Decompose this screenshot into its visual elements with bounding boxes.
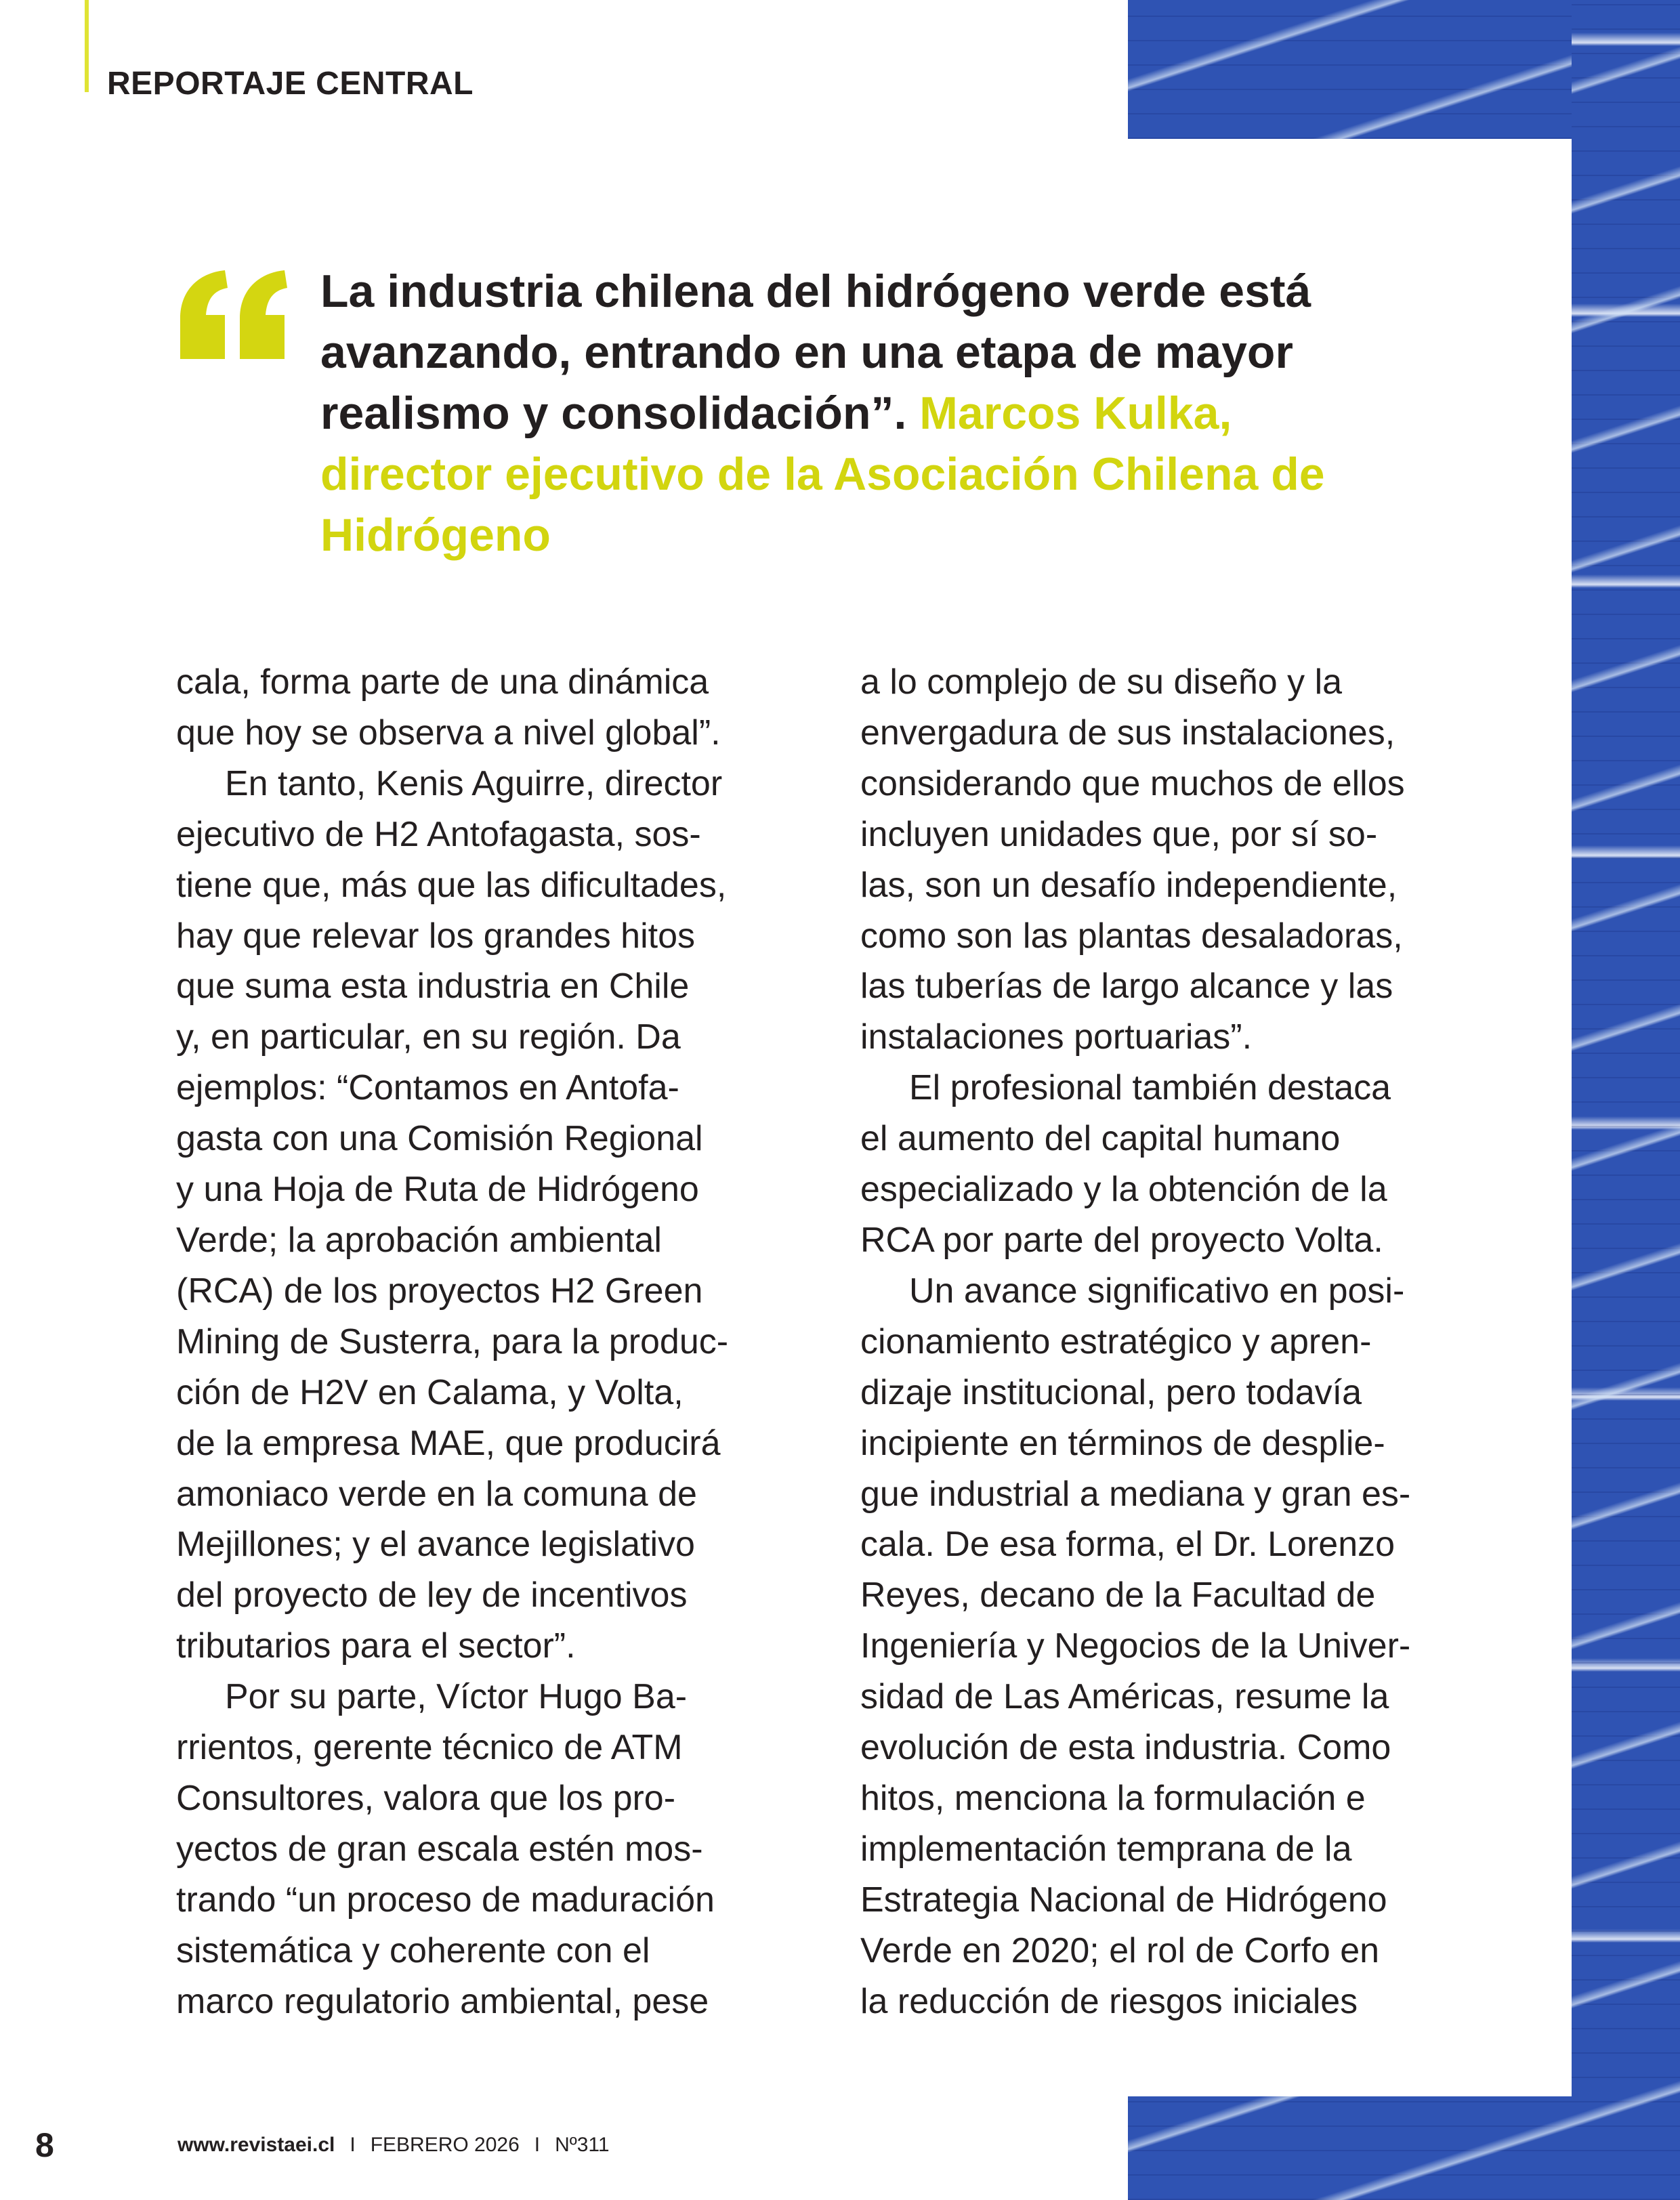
body-text-line: Ingeniería y Negocios de la Univer-: [860, 1626, 1411, 1666]
body-text-line: Mining de Susterra, para la produc-: [176, 1321, 729, 1361]
body-text-line: gasta con una Comisión Regional: [176, 1119, 703, 1159]
body-text-line: incipiente en términos de desplie-: [860, 1423, 1385, 1463]
pull-quote: [320, 261, 1513, 566]
body-text-line: las, son un desafío independiente,: [860, 865, 1398, 905]
body-text-line: a lo complejo de su diseño y la: [860, 662, 1343, 702]
page-number: 8: [35, 2126, 54, 2164]
body-text-line: Consultores, valora que los pro-: [176, 1778, 676, 1818]
body-text-line: evolución de esta industria. Como: [860, 1728, 1391, 1768]
body-text-line: En tanto, Kenis Aguirre, director: [225, 763, 723, 803]
body-text-line: ejecutivo de H2 Antofagasta, sos-: [176, 814, 701, 854]
body-text-line: trando “un proceso de maduración: [176, 1880, 715, 1920]
body-text-line: tributarios para el sector”.: [176, 1626, 576, 1666]
body-text-line: gue industrial a mediana y gran es-: [860, 1474, 1411, 1514]
solar-panel-photo-right: [1572, 0, 1680, 2200]
body-text-line: sistemática y coherente con el: [176, 1930, 650, 1970]
body-text-line: hay que relevar los grandes hitos: [176, 916, 696, 956]
body-text-line: implementación temprana de la: [860, 1829, 1352, 1869]
body-text-line: las tuberías de largo alcance y las: [860, 967, 1393, 1007]
body-text-line: sidad de Las Américas, resume la: [860, 1677, 1389, 1717]
body-text-line: tiene que, más que las dificultades,: [176, 865, 727, 905]
body-text-line: incluyen unidades que, por sí so-: [860, 814, 1378, 854]
body-text-line: hitos, menciona la formulación e: [860, 1778, 1366, 1818]
body-text-line: Verde; la aprobación ambiental: [176, 1220, 662, 1260]
section-accent-bar: [85, 0, 89, 92]
body-text-line: cala. De esa forma, el Dr. Lorenzo: [860, 1525, 1395, 1565]
quote-attribution: Marcos Kulka,: [919, 387, 1232, 439]
footer-url[interactable]: www.revistaei.cl: [177, 2134, 335, 2156]
body-text-line: (RCA) de los proyectos H2 Green: [176, 1271, 703, 1311]
body-text-line: Por su parte, Víctor Hugo Ba-: [225, 1677, 688, 1717]
body-text-line: marco regulatorio ambiental, pese: [176, 1981, 709, 2021]
solar-panel-photo-bottom: [1128, 2096, 1680, 2200]
quote-attribution: director ejecutivo de la Asociación Chilena de: [320, 448, 1325, 500]
quote-line: realismo y consolidación”.: [320, 387, 907, 439]
body-text-line: y una Hoja de Ruta de Hidrógeno: [176, 1170, 699, 1210]
body-text-line: cionamiento estratégico y apren-: [860, 1321, 1372, 1361]
body-text-line: ejemplos: “Contamos en Antofa-: [176, 1068, 679, 1108]
body-text-line: Estrategia Nacional de Hidrógeno: [860, 1880, 1387, 1920]
quote-attribution: Hidrógeno: [320, 509, 551, 561]
body-text-line: Reyes, decano de la Facultad de: [860, 1575, 1376, 1615]
footer-issue: Nº311: [555, 2134, 610, 2156]
body-text-line: que suma esta industria en Chile: [176, 967, 690, 1007]
body-text-line: especializado y la obtención de la: [860, 1170, 1387, 1210]
body-text-line: cala, forma parte de una dinámica: [176, 662, 709, 702]
body-text-line: Verde en 2020; el rol de Corfo en: [860, 1930, 1380, 1970]
body-column-left: [176, 657, 728, 2027]
body-text-line: RCA por parte del proyecto Volta.: [860, 1220, 1383, 1260]
body-text-line: del proyecto de ley de incentivos: [176, 1575, 688, 1615]
body-text-line: instalaciones portuarias”.: [860, 1017, 1253, 1057]
body-text-line: amoniaco verde en la comuna de: [176, 1474, 697, 1514]
footer: [177, 2134, 610, 2157]
footer-separator: I: [534, 2134, 541, 2156]
body-text-line: la reducción de riesgos iniciales: [860, 1981, 1358, 2021]
body-text-line: el aumento del capital humano: [860, 1119, 1341, 1159]
body-text-line: ción de H2V en Calama, y Volta,: [176, 1372, 684, 1412]
body-text-line: dizaje institucional, pero todavía: [860, 1372, 1362, 1412]
body-text-line: de la empresa MAE, que producirá: [176, 1423, 721, 1463]
body-text-line: El profesional también destaca: [909, 1068, 1391, 1108]
body-text-line: como son las plantas desaladoras,: [860, 916, 1403, 956]
body-text-line: rrientos, gerente técnico de ATM: [176, 1728, 683, 1768]
footer-separator: I: [350, 2134, 356, 2156]
footer-date: FEBRERO 2026: [370, 2134, 520, 2156]
section-title: REPORTAJE CENTRAL: [107, 66, 474, 102]
body-text-line: que hoy se observa a nivel global”.: [176, 713, 721, 753]
body-text-line: y, en particular, en su región. Da: [176, 1017, 681, 1057]
body-text-line: considerando que muchos de ellos: [860, 763, 1405, 803]
body-text-line: Mejillones; y el avance legislativo: [176, 1525, 695, 1565]
body-column-right: [860, 657, 1410, 2027]
quote-line: avanzando, entrando en una etapa de mayor: [320, 326, 1293, 378]
body-text-line: envergadura de sus instalaciones,: [860, 713, 1395, 753]
body-text-line: Un avance significativo en posi-: [909, 1271, 1405, 1311]
body-text-line: yectos de gran escala estén mos-: [176, 1829, 703, 1869]
quotation-mark-icon: [177, 268, 293, 359]
quote-line: La industria chilena del hidrógeno verde está: [320, 266, 1311, 317]
